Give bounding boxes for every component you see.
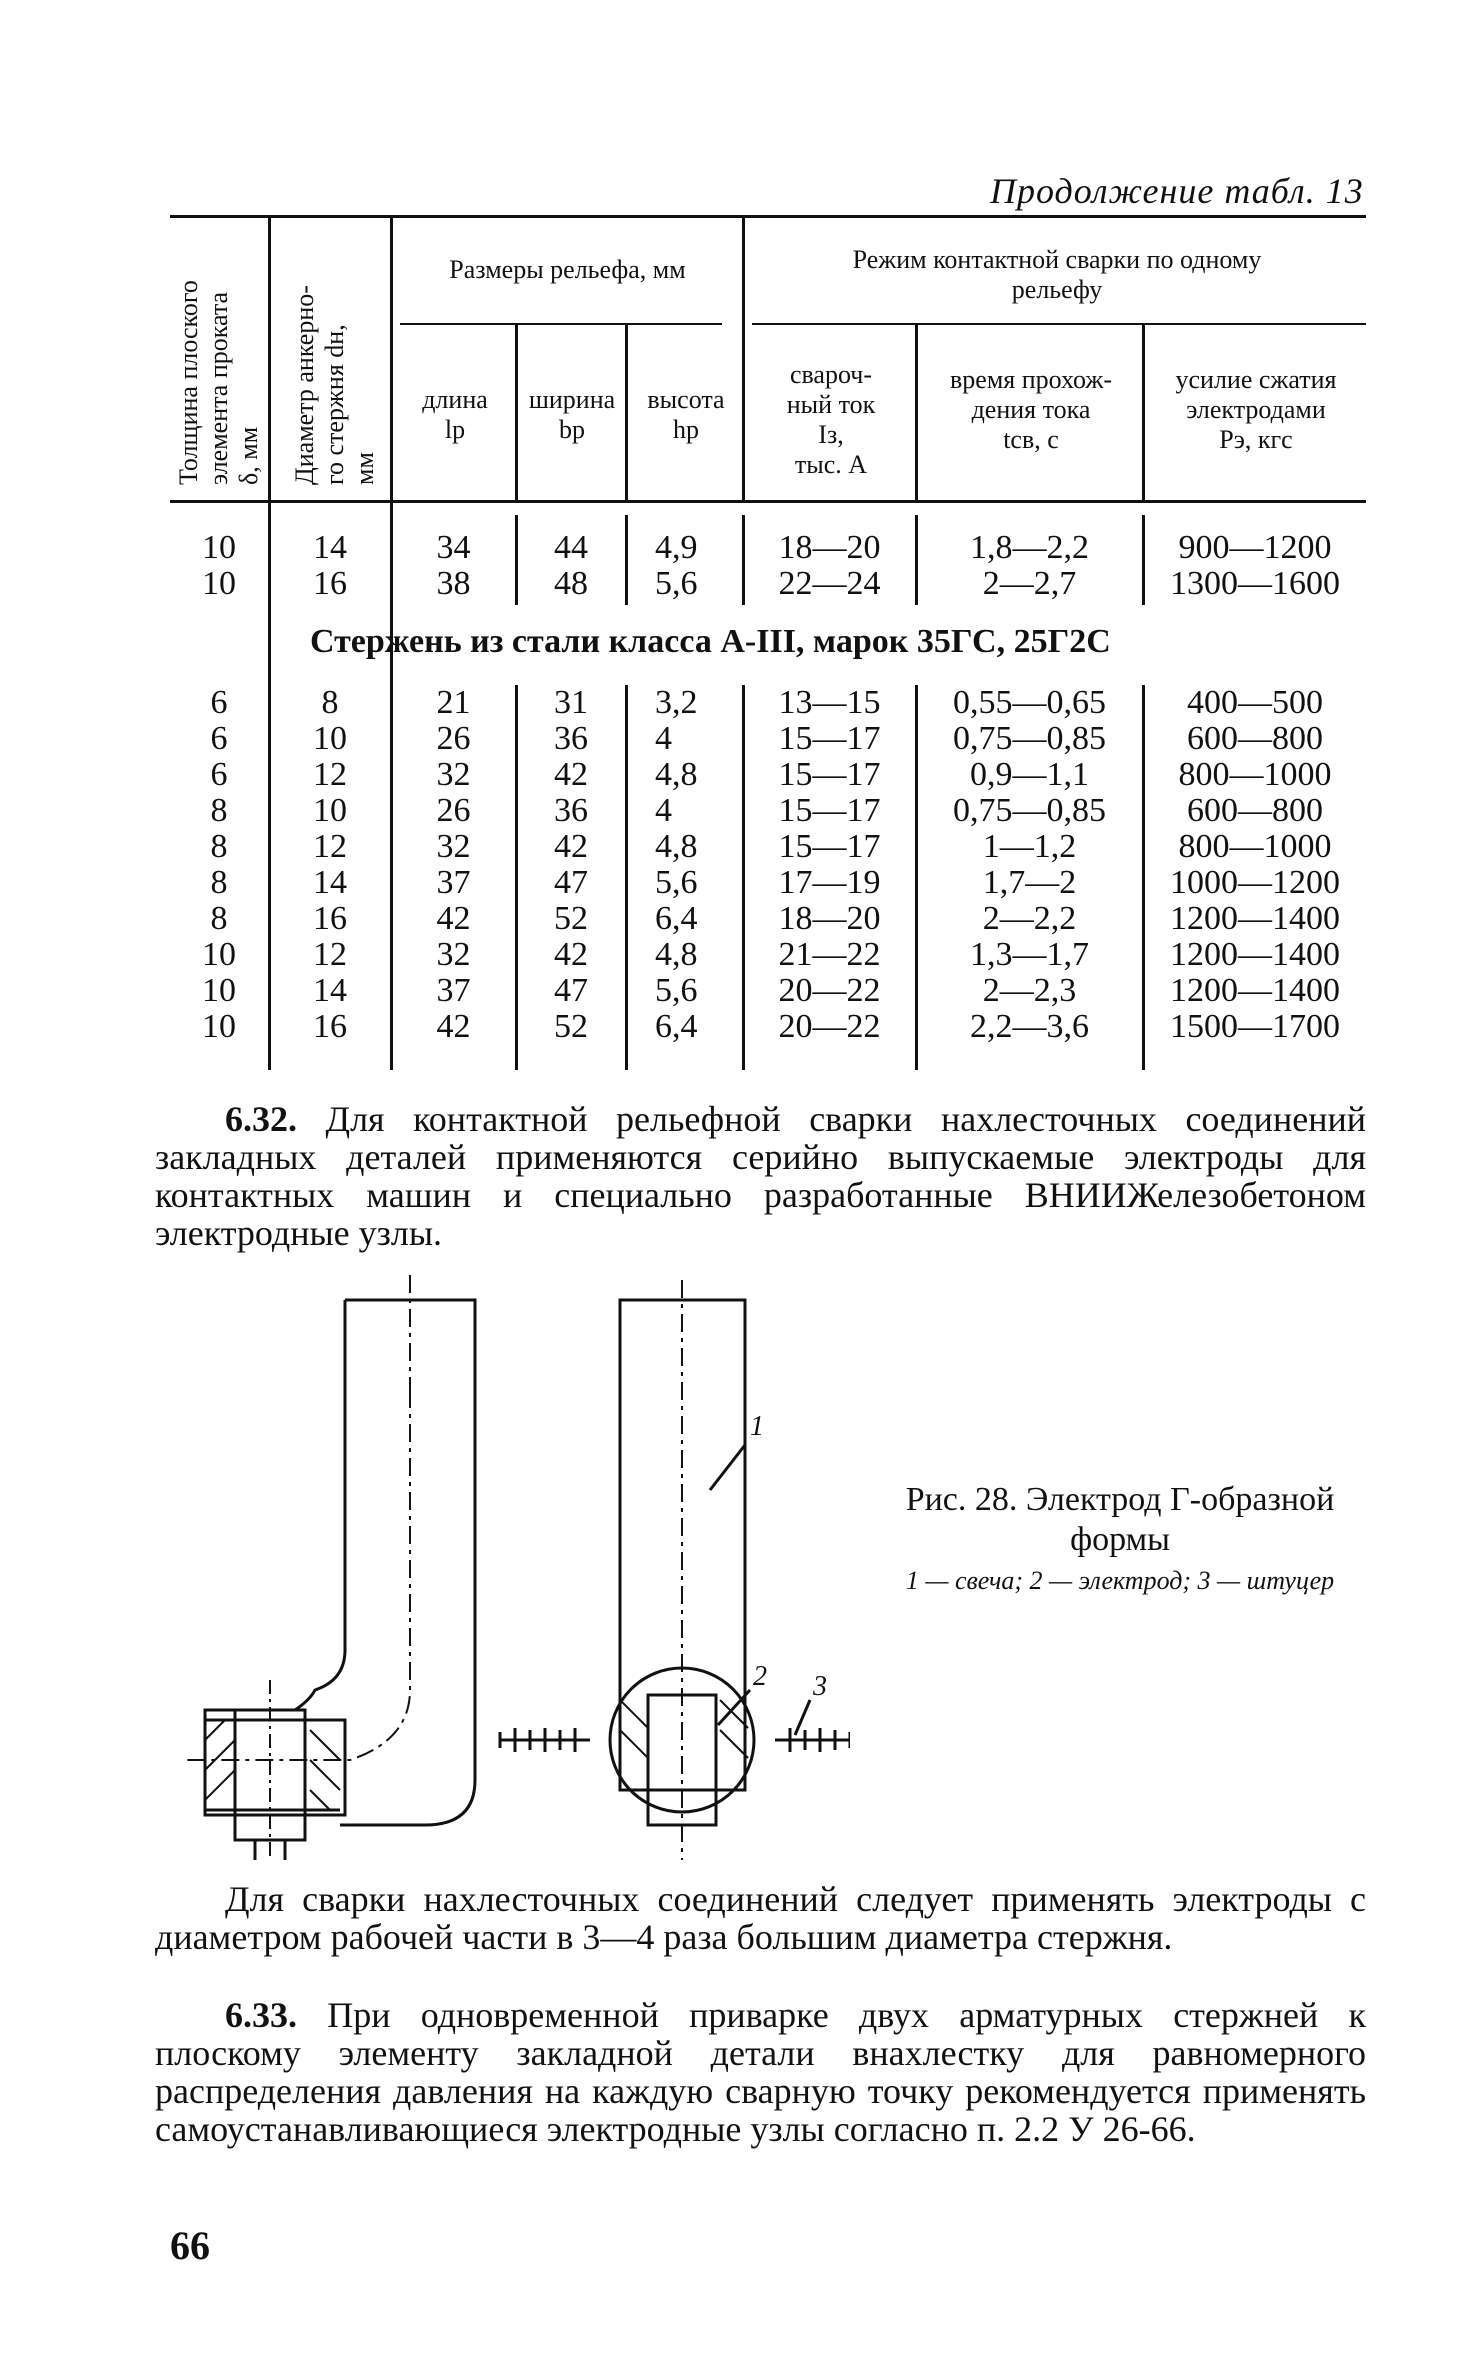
electrode-figure [170,1270,850,1860]
top-col-time: 1,8—2,2 2—2,7 [970,529,1089,602]
figure-title: Рис. 28. Электрод Г-образной формы [905,1481,1335,1558]
figure-label-1: 1 [750,1411,764,1442]
bottom-col-width: 31 36 42 36 42 47 52 42 47 52 [554,684,588,1045]
paragraph-6-33-text: При одновременной приварке двух арматурных стержней к плоскому элементу закладной детали внахлестку для равномерного распределения давления на каждую сварную точку рекомендуется применять самоустанавливающиеся электродные узлы согласно п. 2.2 У 26-66. [155,1995,1367,2149]
header-width: ширина bр [528,385,616,444]
bottom-col-diameter: 8 10 12 10 12 14 16 12 14 16 [313,684,347,1045]
relief-group-rule [400,323,722,325]
bottom-col-force: 400—500 600—800 800—1000 600—800 800—1000 1000—1200 1200—1400 1200—1400 1200—1400 1500—1700 [1170,684,1340,1045]
header-current: свароч- ный ток Iз, тыс. А [786,360,876,479]
bottom-col-thickness: 6 6 6 8 8 8 8 10 10 10 [202,684,236,1045]
page-number: 66 [170,2223,210,2268]
header-force: усилие сжатия электродами Pэ, кгс [1175,365,1337,454]
mode-group-rule [752,323,1366,325]
figure-legend: 1 — свеча; 2 — электрод; 3 — штуцер [905,1566,1335,1595]
top-col-thickness: 10 10 [202,529,236,602]
figure-label-3: 3 [813,1671,827,1702]
l-electrode-inner-outline [205,1300,345,1810]
bottom-col-current: 13—15 15—17 15—17 15—17 15—17 17—19 18—20 21—22 20—22 20—22 [778,684,881,1045]
top-col-height: 4,9 5,6 [655,529,698,602]
header-time: время прохож- дения тока tсв, с [950,365,1112,454]
paragraph-6-32 [155,1100,1366,1252]
top-col-length: 34 38 [436,529,471,602]
header-mode-group: Режим контактной сварки по одному рельефу [852,245,1262,304]
col-rule-4-top [625,515,628,605]
bottom-col-length: 21 26 32 26 32 37 42 32 37 42 [436,684,471,1045]
l-electrode-outline [340,1300,475,1825]
steel-section-title: Стержень из стали класса А-III, марок 35ГС, 25Г2С [310,623,1111,660]
header-length: длина lр [422,385,488,444]
l-electrode-nut [205,1720,345,1815]
header-diameter: Диаметр анкерно- го стержня dн, мм [290,285,379,485]
figure-label-2: 2 [753,1661,767,1692]
col-rule-5-head [742,215,745,500]
paragraph-6-32-number: 6.32. [225,1099,297,1139]
table-top-rule [170,215,1366,218]
table-continuation-label: Продолжение табл. 13 [990,171,1364,211]
header-height: высота hр [647,385,725,444]
header-bottom-rule [170,500,1366,503]
data-table [170,215,1366,1075]
top-col-width: 44 48 [554,529,588,602]
top-col-diameter: 14 16 [313,529,347,602]
top-col-force: 900—1200 1300—1600 [1170,529,1340,602]
paragraph-6-33-number: 6.33. [225,1995,297,2035]
bottom-col-time: 0,55—0,65 0,75—0,85 0,9—1,1 0,75—0,85 1—1,2 1,7—2 2—2,2 1,3—1,7 2—2,3 2,2—3,6 [953,684,1106,1045]
paragraph-6-33 [155,1996,1366,2148]
paragraph-electrode-diameter: Для сварки нахлесточных соединений следует применять электроды с диаметром рабочей части в 3—4 раза большим диаметра стержня. [155,1879,1366,1957]
header-thickness: Толщина плоского элемента проката δ, мм [174,280,263,485]
bottom-col-height: 3,2 4 4,8 4 4,8 5,6 6,4 4,8 5,6 6,4 [655,684,698,1045]
figure-caption [860,1480,1380,1596]
top-col-current: 18—20 22—24 [778,529,881,602]
left-nipple [500,1728,590,1752]
col-rule-4-bottom [625,685,628,1070]
header-relief-group: Размеры рельефа, мм [449,255,686,284]
right-nipple [775,1728,850,1752]
paragraph-6-32-text: Для контактной рельефной сварки нахлесточных соединений закладных деталей применяются серийно выпускаемые электроды для контактных машин и специально разработанные ВНИИЖелезобетоном электродные узлы. [155,1099,1366,1253]
